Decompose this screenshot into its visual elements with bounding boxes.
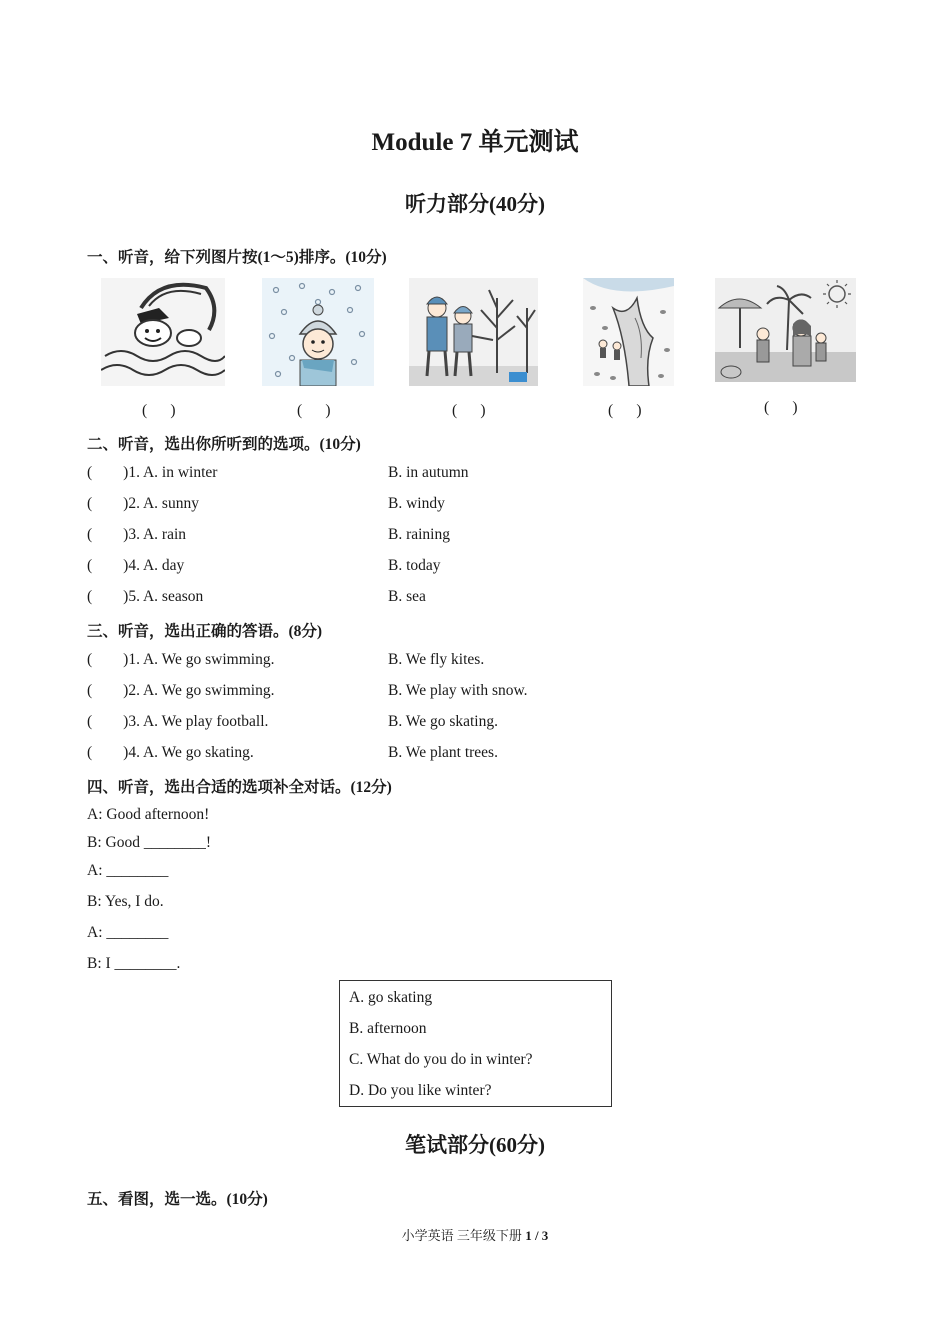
written-section-title: 笔试部分(60分) <box>405 1133 545 1157</box>
part4-heading: 四、听音，选出合适的选项补全对话。(12分) <box>87 779 392 796</box>
option-a[interactable]: ( )5. A. season <box>87 588 204 605</box>
dialog-line[interactable]: A: ________ <box>87 924 169 941</box>
option-a[interactable]: ( )2. A. We go swimming. <box>87 682 275 699</box>
dialog-line[interactable]: B: I ________. <box>87 955 181 972</box>
page-title: Module 7 单元测试 <box>371 129 579 156</box>
dialog-line: B: Yes, I do. <box>87 893 164 910</box>
option-b[interactable]: B. We fly kites. <box>388 651 485 668</box>
page-footer <box>0 1225 950 1244</box>
option-a[interactable]: ( )1. A. in winter <box>87 464 218 481</box>
answer-option: C. What do you do in winter? <box>349 1051 533 1068</box>
dialog-line[interactable]: A: ________ <box>87 862 169 879</box>
swimming-boy-picture <box>101 278 225 386</box>
planting-trees-picture <box>409 278 538 386</box>
part2-heading: 二、听音，选出你所听到的选项。(10分) <box>87 436 361 453</box>
option-b[interactable]: B. sea <box>388 588 426 605</box>
answer-option: D. Do you like winter? <box>349 1082 492 1099</box>
autumn-tree-picture <box>583 278 674 386</box>
option-b[interactable]: B. raining <box>388 526 450 543</box>
dialog-line[interactable]: B: Good ________! <box>87 834 211 851</box>
part5-heading: 五、看图，选一选。(10分) <box>87 1191 268 1208</box>
option-b[interactable]: B. We play with snow. <box>388 682 528 699</box>
footer-text: 小学英语 三年级下册 <box>401 1228 526 1243</box>
picture4-answer-bracket[interactable]: ( ) <box>608 402 642 419</box>
option-a[interactable]: ( )3. A. We play football. <box>87 713 269 730</box>
picture5-answer-bracket[interactable]: ( ) <box>764 399 798 416</box>
option-b[interactable]: B. We go skating. <box>388 713 498 730</box>
answer-options-box <box>339 980 612 1107</box>
picture3-answer-bracket[interactable]: ( ) <box>452 402 486 419</box>
part3-heading: 三、听音，选出正确的答语。(8分) <box>87 623 323 640</box>
listening-section-title: 听力部分(40分) <box>405 192 545 216</box>
option-a[interactable]: ( )2. A. sunny <box>87 495 199 512</box>
page-number: 1 / 3 <box>525 1228 549 1243</box>
dialog-line: A: Good afternoon! <box>87 806 210 823</box>
answer-option: A. go skating <box>349 989 433 1006</box>
option-b[interactable]: B. in autumn <box>388 464 469 481</box>
option-b[interactable]: B. windy <box>388 495 445 512</box>
picture2-answer-bracket[interactable]: ( ) <box>297 402 331 419</box>
option-a[interactable]: ( )3. A. rain <box>87 526 187 543</box>
beach-picture <box>715 278 856 382</box>
answer-option: B. afternoon <box>349 1020 427 1037</box>
picture1-answer-bracket[interactable]: ( ) <box>142 402 176 419</box>
snowing-girl-picture <box>262 278 374 386</box>
option-b[interactable]: B. We plant trees. <box>388 744 498 761</box>
option-a[interactable]: ( )4. A. We go skating. <box>87 744 254 761</box>
option-a[interactable]: ( )1. A. We go swimming. <box>87 651 275 668</box>
option-a[interactable]: ( )4. A. day <box>87 557 185 574</box>
option-b[interactable]: B. today <box>388 557 441 574</box>
part1-heading: 一、听音，给下列图片按(1～5)排序。(10分) <box>87 249 387 266</box>
